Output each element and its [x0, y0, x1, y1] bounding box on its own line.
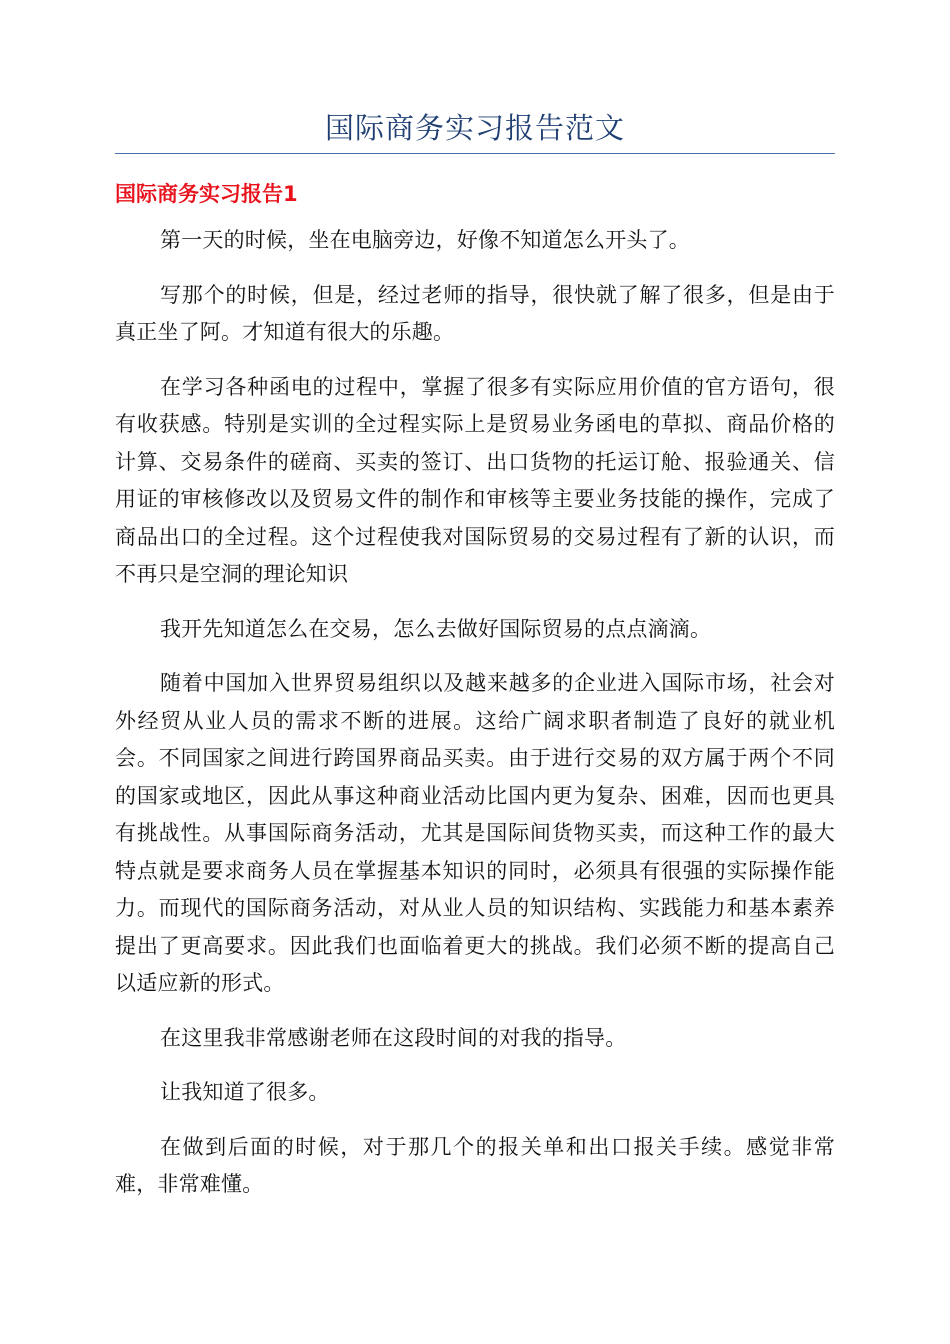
body-text [115, 222, 835, 1221]
title-underline [115, 153, 835, 154]
document-title: 国际商务实习报告范文 [324, 111, 625, 145]
paragraph-7: 让我知道了很多。 [160, 1080, 330, 1104]
paragraph-6: 在这里我非常感谢老师在这段时间的对我的指导。 [160, 1025, 627, 1050]
paragraph-3: 在学习各种函电的过程中，掌握了很多有实际应用价值的官方语句，很有收获感。特别是实训的全过程实际上是贸易业务函电的草拟、商品价格的计算、交易条件的磋商、买卖的签订、出口货物的托运订舱、报验通关、信用证的审核修改以及贸易文件的制作和审核等主要业务技能的操作，完成了商品出口的全过程。这个过程使我对国际贸易的交易过程有了新的认识，而不再只是空洞的理论知识 [115, 374, 835, 586]
paragraph-1: 第一天的时候，坐在电脑旁边，好像不知道怎么开头了。 [160, 228, 690, 252]
section-heading: 国际商务实习报告1 [115, 182, 298, 206]
paragraph-5: 随着中国加入世界贸易组织以及越来越多的企业进入国际市场，社会对外经贸从业人员的需求不断的进展。这给广阔求职者制造了良好的就业机会。不同国家之间进行跨国界商品买卖。由于进行交易的双方属于两个不同的国家或地区，因此从事这种商业活动比国内更为复杂、困难，因而也更具有挑战性。从事国际商务活动，尤其是国际间货物买卖，而这种工作的最大特点就是要求商务人员在掌握基本知识的同时，必须具有很强的实际操作能力。而现代的国际商务活动，对从业人员的知识结构、实践能力和基本素养提出了更高要求。因此我们也面临着更大的挑战。我们必须不断的提高自己以适应新的形式。 [115, 671, 835, 995]
paragraph-8: 在做到后面的时候，对于那几个的报关单和出口报关手续。感觉非常难，非常难懂。 [115, 1134, 835, 1196]
paragraph-4: 我开先知道怎么在交易，怎么去做好国际贸易的点点滴滴。 [160, 616, 712, 641]
paragraph-2: 写那个的时候，但是，经过老师的指导，很快就了解了很多，但是由于真正坐了阿。才知道有很大的乐趣。 [115, 282, 835, 344]
